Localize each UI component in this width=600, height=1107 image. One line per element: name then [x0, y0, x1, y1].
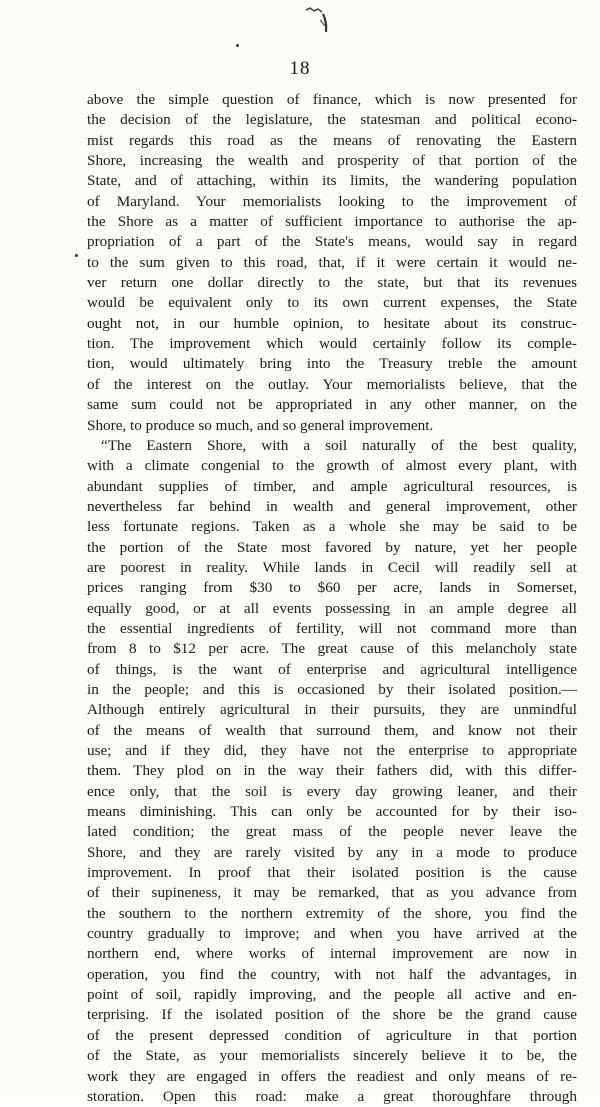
text-line: of their supineness, it may be remarked, that as you advance from — [87, 884, 577, 902]
text-line: “The Eastern Shore, with a soil naturally of the best quality, — [101, 436, 577, 454]
text-line: them. They plod on in the way their fathers did, with this differ- — [87, 762, 577, 780]
text-line: point of soil, rapidly improving, and the people all active and en- — [87, 986, 577, 1004]
text-line: with a climate congenial to the growth of almost every plant, with — [87, 457, 577, 475]
text-line: are poorest in reality. While lands in Cecil will readily sell at — [87, 558, 577, 576]
text-line: of the State, as your memorialists sincerely believe it to be, the — [87, 1047, 577, 1065]
ink-speck — [236, 44, 239, 47]
text-line: terprising. If the isolated position of the shore be the grand cause — [87, 1006, 577, 1024]
text-line: operation, you find the country, with not half the advantages, in — [87, 965, 577, 983]
text-line: ought not, in our humble opinion, to hesitate about its construc- — [87, 314, 577, 332]
text-line: nevertheless far behind in wealth and general improvement, other — [87, 497, 577, 515]
text-line: would be equivalent only to its own current expenses, the State — [87, 294, 577, 312]
text-line: the Shore as a matter of sufficient importance to authorise the ap- — [87, 213, 577, 231]
text-line: tion. The improvement which would certainly follow its comple- — [87, 335, 577, 353]
text-line: of the means of wealth that surround them, and know not their — [87, 721, 577, 739]
text-line: the decision of the legislature, the statesman and political econo- — [87, 111, 577, 129]
text-line: improvement. In proof that their isolated position is the cause — [87, 864, 577, 882]
text-line: Shore, to produce so much, and so general improvement. — [87, 416, 434, 434]
text-line: country gradually to improve; and when you have arrived at the — [87, 925, 577, 943]
text-line: the essential ingredients of fertility, will not command more than — [87, 619, 577, 637]
text-line: lated condition; the great mass of the people never leave the — [87, 823, 577, 841]
text-line: ver return one dollar directly to the state, but that its revenues — [87, 274, 577, 292]
text-line: less fortunate regions. Taken as a whole she may be said to be — [87, 518, 577, 536]
text-line: northern end, where works of internal improvement are now in — [87, 945, 577, 963]
text-line: equally good, or at all events possessing in an ample degree all — [87, 599, 577, 617]
text-line: in the people; and this is occasioned by their isolated position.— — [87, 680, 577, 698]
text-line: of Maryland. Your memorialists looking to the improvement of — [87, 192, 577, 210]
ink-speck — [75, 254, 78, 257]
ornament-icon — [296, 2, 336, 38]
page-number: 18 — [289, 58, 311, 79]
text-line: Shore, and they are rarely visited by any in a mode to produce — [87, 843, 577, 861]
text-line: storation. Open this road: make a great thoroughfare through — [87, 1087, 577, 1105]
body-text — [87, 90, 577, 1107]
text-line: to the sum given to this road, that, if it were certain it would ne- — [87, 253, 577, 271]
text-line: ence only, that the soil is every day growing leaner, and their — [87, 782, 577, 800]
text-line: above the simple question of finance, which is now presented for — [87, 91, 577, 108]
text-line: the southern to the northern extremity of the shore, you find the — [87, 904, 577, 922]
text-line: Although entirely agricultural in their pursuits, they are unmindful — [87, 701, 577, 719]
text-line: propriation of a part of the State's means, would say in regard — [87, 233, 577, 251]
text-line: the portion of the State most favored by nature, yet her people — [87, 538, 577, 556]
text-line: of the interest on the outlay. Your memorialists believe, that the — [87, 375, 577, 393]
text-line: of things, is the want of enterprise and agricultural intelligence — [87, 660, 577, 678]
text-line: same sum could not be appropriated in any other manner, on the — [87, 396, 577, 414]
text-line: tion, would ultimately bring into the Treasury treble the amount — [87, 355, 577, 373]
printer-ornament-mark — [296, 2, 336, 38]
text-line: of the present depressed condition of agriculture in that portion — [87, 1026, 577, 1044]
text-line: use; and if they did, they have not the enterprise to appropriate — [87, 742, 577, 759]
text-line: work they are engaged in offers the readiest and only means of re- — [87, 1067, 577, 1085]
text-line: prices ranging from $30 to $60 per acre, lands in Somerset, — [87, 579, 577, 597]
text-line: State, and of attaching, within its limits, the wandering population — [87, 172, 577, 190]
text-line: from 8 to $12 per acre. The great cause of this melancholy state — [87, 640, 577, 658]
text-line: mist regards this road as the means of renovating the Eastern — [87, 131, 577, 149]
text-line: abundant supplies of timber, and ample agricultural resources, is — [87, 477, 577, 495]
text-line: Shore, increasing the wealth and prosperity of that portion of the — [87, 152, 577, 170]
text-line: means diminishing. This can only be accounted for by their iso- — [87, 803, 577, 821]
